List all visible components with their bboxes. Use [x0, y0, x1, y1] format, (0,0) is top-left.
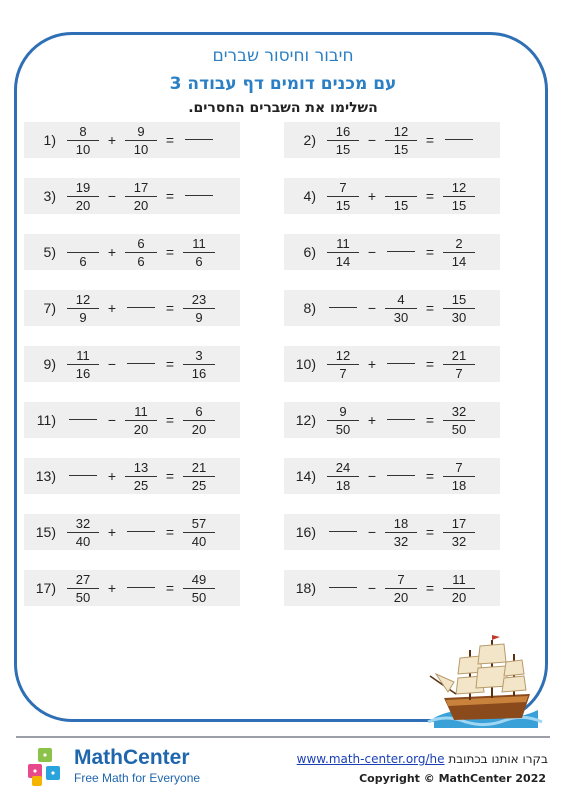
fraction: [324, 235, 362, 269]
blank-fraction: [64, 403, 102, 437]
numerator: 21: [191, 459, 207, 475]
numerator: 32: [451, 403, 467, 419]
problem-row: [284, 234, 500, 270]
denominator: 15: [335, 197, 351, 213]
problem-number: 5): [43, 244, 56, 260]
equals-sign: =: [425, 524, 435, 540]
fraction-bar: [329, 587, 357, 588]
fraction: [180, 291, 218, 325]
plus-operator: +: [107, 300, 117, 316]
equals-sign: =: [165, 468, 175, 484]
blank-fraction: [382, 347, 420, 381]
numerator: 18: [393, 515, 409, 531]
problem-number: 1): [43, 132, 56, 148]
problem-number: 9): [43, 356, 56, 372]
numerator: 32: [75, 515, 91, 531]
problem-row: [284, 178, 500, 214]
numerator: 7: [339, 179, 347, 195]
fraction: [64, 123, 102, 157]
fraction-bar: [125, 252, 157, 253]
denominator: 10: [75, 141, 91, 157]
fraction: [440, 179, 478, 213]
problem-number: 14): [295, 468, 316, 484]
numerator: 11: [76, 347, 90, 363]
fraction: [324, 403, 362, 437]
equals-sign: =: [165, 356, 175, 372]
fraction: [122, 235, 160, 269]
denominator: 6: [195, 253, 203, 269]
denominator: 14: [451, 253, 467, 269]
fraction: [180, 347, 218, 381]
denominator: 30: [451, 309, 467, 325]
problem-row: [24, 570, 240, 606]
numerator: 4: [397, 291, 405, 307]
problem-row: [284, 458, 500, 494]
fraction-bar: [67, 532, 99, 533]
fraction-bar: [125, 476, 157, 477]
fraction-bar: [67, 588, 99, 589]
fraction: [382, 179, 420, 213]
footer-divider: [16, 736, 550, 738]
fraction: [64, 571, 102, 605]
numerator: 13: [133, 459, 149, 475]
fraction: [324, 179, 362, 213]
fraction-bar: [387, 475, 415, 476]
denominator: 25: [191, 477, 207, 493]
problem-number: 4): [303, 188, 316, 204]
denominator: 18: [335, 477, 351, 493]
blank-fraction: [324, 291, 362, 325]
numerator: 57: [191, 515, 207, 531]
problem-number: 3): [43, 188, 56, 204]
problem-number: 10): [295, 356, 316, 372]
equals-sign: =: [425, 412, 435, 428]
plus-operator: +: [107, 132, 117, 148]
denominator: 9: [195, 309, 203, 325]
denominator: 6: [79, 253, 87, 269]
blank-fraction: [382, 403, 420, 437]
fraction-bar: [385, 140, 417, 141]
minus-operator: −: [107, 356, 117, 372]
denominator: 9: [79, 309, 87, 325]
fraction-bar: [183, 588, 215, 589]
worksheet-subtitle: עם מכנים דומים דף עבודה 3: [169, 74, 397, 94]
problem-number: 17): [35, 580, 56, 596]
fraction: [64, 347, 102, 381]
fraction: [64, 235, 102, 269]
denominator: 14: [335, 253, 351, 269]
denominator: 7: [339, 365, 347, 381]
numerator: 12: [335, 347, 351, 363]
fraction-bar: [127, 531, 155, 532]
plus-operator: +: [367, 356, 377, 372]
numerator: 11: [452, 571, 466, 587]
blank-fraction: [122, 347, 160, 381]
denominator: 15: [335, 141, 351, 157]
denominator: 6: [137, 253, 145, 269]
denominator: 25: [133, 477, 149, 493]
minus-operator: −: [367, 580, 377, 596]
denominator: 50: [75, 589, 91, 605]
fraction: [440, 403, 478, 437]
fraction-bar: [387, 251, 415, 252]
fraction-bar: [185, 195, 213, 196]
blank-fraction: [382, 235, 420, 269]
fraction-bar: [387, 363, 415, 364]
fraction: [440, 235, 478, 269]
numerator: 49: [191, 571, 207, 587]
fraction-bar: [443, 420, 475, 421]
fraction-bar: [127, 587, 155, 588]
numerator: 2: [455, 235, 463, 251]
fraction-bar: [127, 363, 155, 364]
blank-fraction: [382, 459, 420, 493]
fraction-bar: [185, 139, 213, 140]
blank-fraction: [122, 571, 160, 605]
equals-sign: =: [165, 244, 175, 260]
numerator: 27: [75, 571, 91, 587]
numerator: 3: [195, 347, 203, 363]
denominator: 20: [133, 197, 149, 213]
denominator: 7: [455, 365, 463, 381]
fraction: [122, 403, 160, 437]
numerator: 7: [455, 459, 463, 475]
worksheet-title: חיבור וחיסור שברים: [212, 46, 354, 66]
blank-fraction: [122, 291, 160, 325]
problem-row: [24, 290, 240, 326]
plus-operator: +: [107, 580, 117, 596]
equals-sign: =: [165, 524, 175, 540]
equals-sign: =: [425, 132, 435, 148]
problem-row: [24, 122, 240, 158]
fraction: [382, 123, 420, 157]
problem-row: [284, 514, 500, 550]
fraction-bar: [127, 307, 155, 308]
fraction: [122, 459, 160, 493]
fraction-bar: [125, 196, 157, 197]
plus-operator: +: [367, 412, 377, 428]
fraction-bar: [125, 140, 157, 141]
fraction-bar: [327, 140, 359, 141]
denominator: 16: [191, 365, 207, 381]
problem-number: 12): [295, 412, 316, 428]
fraction-bar: [387, 419, 415, 420]
fraction-bar: [385, 308, 417, 309]
numerator: 12: [451, 179, 467, 195]
numerator: 16: [335, 123, 351, 139]
denominator: 20: [191, 421, 207, 437]
problem-row: [284, 402, 500, 438]
numerator: 6: [195, 403, 203, 419]
fraction: [440, 571, 478, 605]
fraction: [122, 179, 160, 213]
fraction-bar: [183, 532, 215, 533]
fraction: [324, 123, 362, 157]
denominator: 30: [393, 309, 409, 325]
ship-illustration: [426, 634, 544, 728]
numerator: 11: [336, 235, 350, 251]
denominator: 16: [75, 365, 91, 381]
minus-operator: −: [107, 412, 117, 428]
equals-sign: =: [425, 188, 435, 204]
problem-row: [284, 122, 500, 158]
fraction-bar: [385, 196, 417, 197]
problem-row: [24, 178, 240, 214]
plus-operator: +: [367, 188, 377, 204]
brand-tagline: Free Math for Everyone: [74, 771, 201, 785]
problem-row: [284, 570, 500, 606]
fraction-bar: [183, 364, 215, 365]
fraction-bar: [443, 364, 475, 365]
fraction: [180, 459, 218, 493]
fraction-bar: [183, 476, 215, 477]
fraction-bar: [443, 308, 475, 309]
fraction-bar: [385, 588, 417, 589]
numerator: 24: [335, 459, 351, 475]
denominator: 50: [451, 421, 467, 437]
fraction: [64, 291, 102, 325]
denominator: 20: [75, 197, 91, 213]
copyright: Copyright © MathCenter 2022: [359, 772, 546, 785]
fraction-bar: [67, 364, 99, 365]
numerator: 9: [137, 123, 145, 139]
problem-number: 18): [295, 580, 316, 596]
fraction-bar: [69, 475, 97, 476]
problem-row: [284, 290, 500, 326]
equals-sign: =: [425, 244, 435, 260]
fraction: [122, 123, 160, 157]
numerator: 15: [451, 291, 467, 307]
numerator: 8: [79, 123, 87, 139]
denominator: 50: [191, 589, 207, 605]
blank-fraction: [64, 459, 102, 493]
fraction-bar: [183, 308, 215, 309]
problem-row: [24, 458, 240, 494]
problem-number: 11): [36, 412, 56, 428]
denominator: 20: [393, 589, 409, 605]
denominator: 40: [75, 533, 91, 549]
fraction: [64, 515, 102, 549]
fraction-bar: [329, 531, 357, 532]
fraction-bar: [125, 420, 157, 421]
fraction: [64, 179, 102, 213]
minus-operator: −: [367, 244, 377, 260]
fraction-bar: [183, 252, 215, 253]
fraction-bar: [443, 588, 475, 589]
fraction-bar: [67, 196, 99, 197]
minus-operator: −: [367, 524, 377, 540]
equals-sign: =: [165, 580, 175, 596]
fraction-bar: [327, 252, 359, 253]
fraction: [382, 571, 420, 605]
blank-fraction: [180, 179, 218, 213]
numerator: 9: [339, 403, 347, 419]
fraction: [382, 515, 420, 549]
fraction-bar: [67, 252, 99, 253]
fraction-bar: [69, 419, 97, 420]
equals-sign: =: [425, 300, 435, 316]
visit-us: [297, 752, 548, 766]
instructions: השלימו את השברים החסרים.: [188, 100, 378, 116]
fraction-bar: [183, 420, 215, 421]
fraction-bar: [67, 308, 99, 309]
equals-sign: =: [425, 356, 435, 372]
denominator: 10: [133, 141, 149, 157]
problem-row: [284, 346, 500, 382]
problem-number: 13): [35, 468, 56, 484]
denominator: 15: [451, 197, 467, 213]
mathcenter-logo-icon: [26, 746, 68, 788]
denominator: 15: [393, 197, 409, 213]
problem-number: 7): [43, 300, 56, 316]
plus-operator: +: [107, 244, 117, 260]
fraction: [324, 459, 362, 493]
numerator: 12: [393, 123, 409, 139]
denominator: 18: [451, 477, 467, 493]
fraction-bar: [385, 532, 417, 533]
minus-operator: −: [107, 188, 117, 204]
fraction-bar: [327, 476, 359, 477]
numerator: 23: [191, 291, 207, 307]
numerator: 11: [192, 235, 206, 251]
problem-row: [24, 346, 240, 382]
fraction: [382, 291, 420, 325]
fraction-bar: [443, 532, 475, 533]
fraction-bar: [445, 139, 473, 140]
numerator: 21: [451, 347, 467, 363]
fraction-bar: [327, 196, 359, 197]
problem-number: 15): [35, 524, 56, 540]
blank-fraction: [324, 571, 362, 605]
denominator: 15: [393, 141, 409, 157]
minus-operator: −: [367, 468, 377, 484]
brand-name: MathCenter: [74, 746, 190, 769]
denominator: 50: [335, 421, 351, 437]
numerator: 7: [397, 571, 405, 587]
numerator: 6: [137, 235, 145, 251]
fraction: [440, 347, 478, 381]
fraction-bar: [443, 252, 475, 253]
blank-fraction: [324, 515, 362, 549]
fraction: [180, 403, 218, 437]
denominator: 32: [393, 533, 409, 549]
numerator: 17: [133, 179, 149, 195]
fraction-bar: [67, 140, 99, 141]
equals-sign: =: [165, 300, 175, 316]
minus-operator: −: [367, 132, 377, 148]
blank-fraction: [122, 515, 160, 549]
problem-row: [24, 234, 240, 270]
problem-number: 8): [303, 300, 316, 316]
fraction: [324, 347, 362, 381]
problem-number: 6): [303, 244, 316, 260]
plus-operator: +: [107, 524, 117, 540]
numerator: 17: [451, 515, 467, 531]
blank-fraction: [180, 123, 218, 157]
equals-sign: =: [425, 580, 435, 596]
denominator: 20: [133, 421, 149, 437]
numerator: 11: [134, 403, 148, 419]
problem-row: [24, 514, 240, 550]
visit-text: בקרו אותנו בכתובת: [448, 752, 548, 766]
fraction-bar: [329, 307, 357, 308]
minus-operator: −: [367, 300, 377, 316]
fraction: [440, 459, 478, 493]
denominator: 32: [451, 533, 467, 549]
fraction: [180, 571, 218, 605]
fraction: [180, 235, 218, 269]
fraction-bar: [443, 476, 475, 477]
equals-sign: =: [165, 132, 175, 148]
problem-number: 2): [303, 132, 316, 148]
fraction-bar: [327, 420, 359, 421]
equals-sign: =: [425, 468, 435, 484]
fraction: [180, 515, 218, 549]
problem-row: [24, 402, 240, 438]
fraction-bar: [327, 364, 359, 365]
fraction: [440, 515, 478, 549]
equals-sign: =: [165, 188, 175, 204]
problem-number: 16): [295, 524, 316, 540]
numerator: 19: [75, 179, 91, 195]
equals-sign: =: [165, 412, 175, 428]
fraction: [440, 291, 478, 325]
blank-fraction: [440, 123, 478, 157]
denominator: 20: [451, 589, 467, 605]
plus-operator: +: [107, 468, 117, 484]
website-link[interactable]: www.math-center.org/he: [296, 752, 445, 766]
denominator: 40: [191, 533, 207, 549]
numerator: 12: [75, 291, 91, 307]
fraction-bar: [443, 196, 475, 197]
